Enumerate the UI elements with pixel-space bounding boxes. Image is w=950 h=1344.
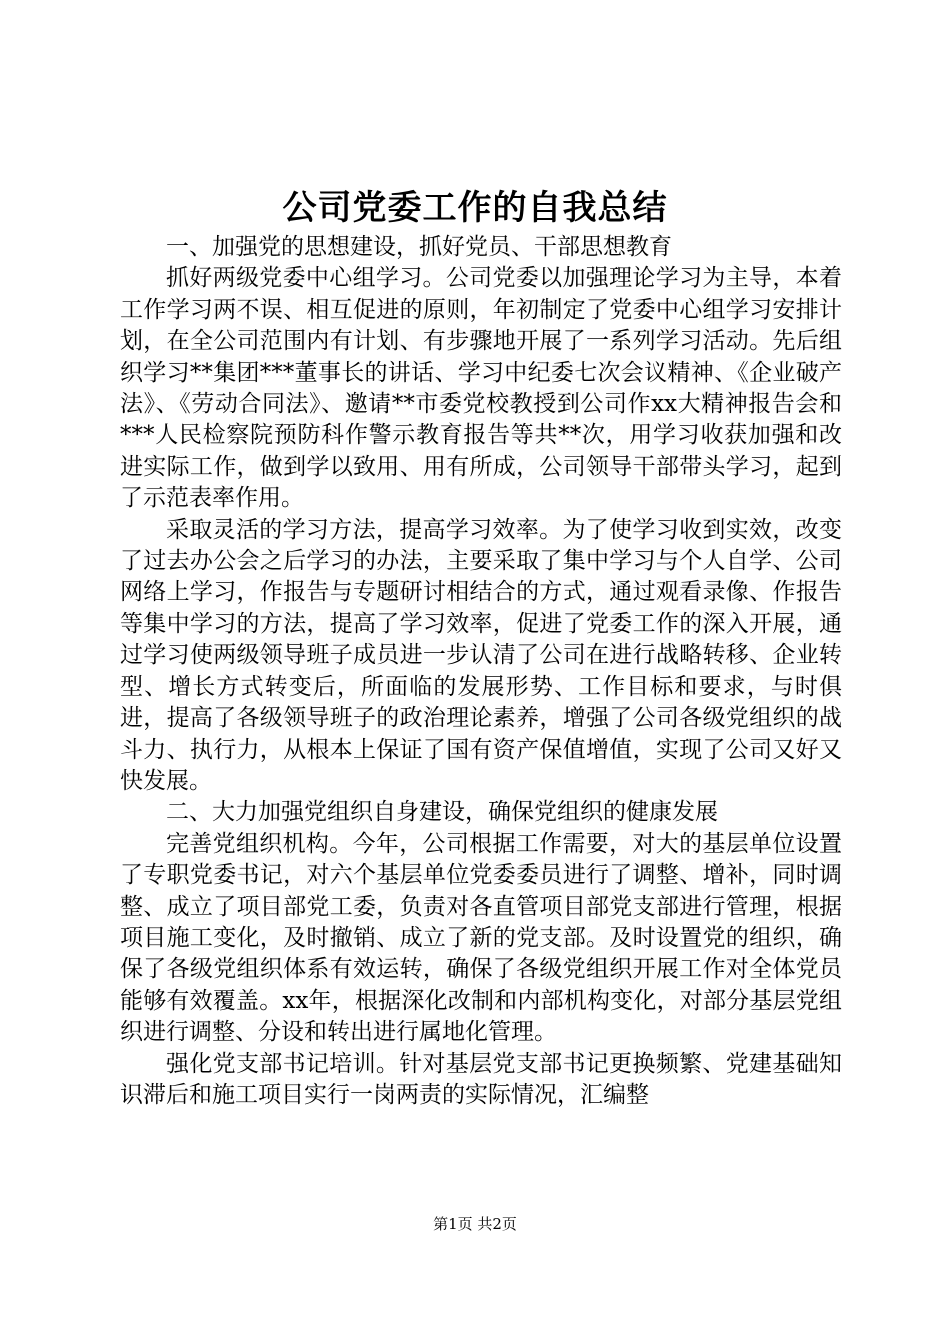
- document-title: 公司党委工作的自我总结: [282, 188, 668, 228]
- body-paragraph: 采取灵活的学习方法，提高学习效率。为了使学习收到实效，改变了过去办公会之后学习的办法，主要采取了集中学习与个人自学、公司网络上学习，作报告与专题研讨相结合的方式，通过观看录像、作报告等集中学习的方法，提高了学习效率，促进了党委工作的深入开展，通过学习使两级领导班子成员进一步认清了公司在进行战略转移、企业转型、增长方式转变后，所面临的发展形势、工作目标和要求，与时俱进，提高了各级领导班子的政治理论素养，增强了公司各级党组织的战斗力、执行力，从根本上保证了国有资产保值增值，实现了公司又好又快发展。: [120, 516, 842, 794]
- section-heading-2: 二、大力加强党组织自身建设，确保党组织的健康发展: [166, 799, 718, 826]
- section-heading-1: 一、加强党的思想建设，抓好党员、干部思想教育: [166, 234, 672, 260]
- body-paragraph: 强化党支部书记培训。针对基层党支部书记更换频繁、党建基础知识滞后和施工项目实行一岗两责的实际情况，汇编整: [120, 1050, 842, 1108]
- body-paragraph: 抓好两级党委中心组学习。公司党委以加强理论学习为主导，本着工作学习两不误、相互促进的原则，年初制定了党委中心组学习安排计划，在全公司范围内有计划、有步骤地开展了一系列学习活动。先后组织学习**集团***董事长的讲话、学习中纪委七次会议精神、《企业破产法》、《劳动合同法》、邀请**市委党校教授到公司作xx大精神报告会和***人民检察院预防科作警示教育报告等共**次，用学习收获加强和改进实际工作，做到学以致用、用有所成，公司领导干部带头学习，起到了示范表率作用。: [120, 265, 842, 512]
- page-footer: 第1页 共2页: [433, 1215, 517, 1233]
- body-paragraph: 完善党组织机构。今年，公司根据工作需要，对大的基层单位设置了专职党委书记，对六个基层单位党委委员进行了调整、增补，同时调整、成立了项目部党工委，负责对各直管项目部党支部进行管理，根据项目施工变化，及时撤销、成立了新的党支部。及时设置党的组织，确保了各级党组织体系有效运转，确保了各级党组织开展工作对全体党员能够有效覆盖。xx年，根据深化改制和内部机构变化，对部分基层党组织进行调整、分设和转出进行属地化管理。: [120, 830, 842, 1046]
- document-body: [120, 232, 842, 1111]
